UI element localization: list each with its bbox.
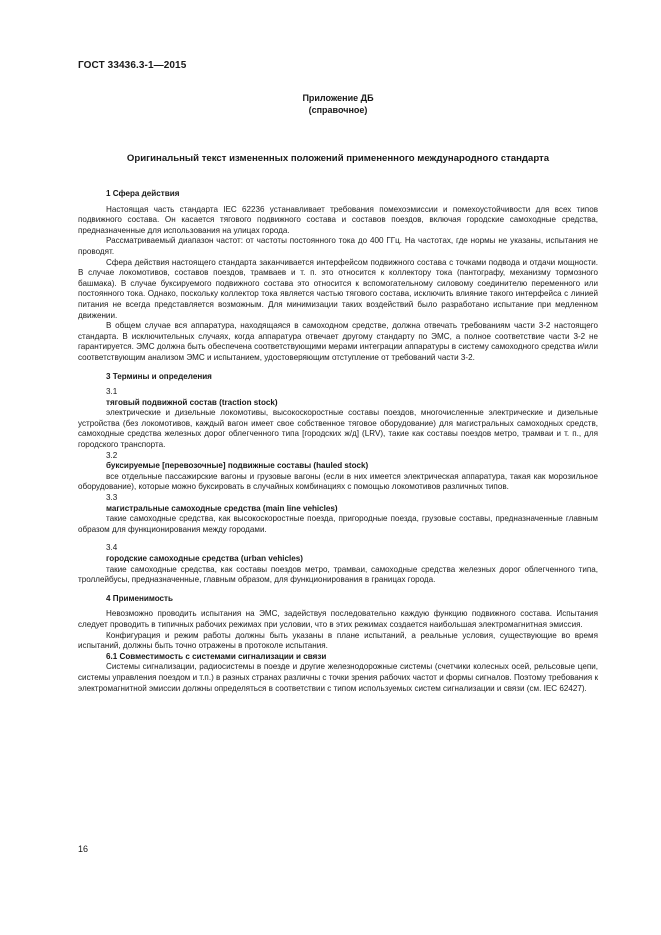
term-number: 3.2 (106, 450, 118, 460)
standard-header: ГОСТ 33436.3-1—2015 (78, 60, 187, 71)
section-heading: 1 Сфера действия (106, 189, 180, 198)
subsection-heading: 6.1 Совместимость с системами сигнализации и связи (106, 651, 327, 661)
term-title: тяговый подвижной состав (traction stock) (106, 397, 278, 407)
term-definition: электрические и дизельные локомотивы, высокоскоростные составы поездов, многочисленные электрические и дизельные устройства (без локомотивов, каждый вагон имеет свое собственное тяговое оборудование) для магистральных самоходных средств, самоходные средства железных дорог облегченного типа [городских ж/д] (LRV), такие как составы поездов метро, трамваи и т. п., для городского транспорта. (78, 408, 598, 450)
paragraph: Невозможно проводить испытания на ЭМС, задействуя последовательно каждую функцию подвижного состава. Испытания следует проводить в типичных рабочих режимах при условии, что в этих режимах создается наибольшая электромагнитная эмиссия. (78, 609, 598, 629)
paragraph: Настоящая часть стандарта IEC 62236 устанавливает требования помехоэмиссии и помехоустойчивости для всех типов подвижного состава. Он касается тягового подвижного состава и составов поездов, включая городские самоходные средства, предназначенные для использования на улицах города. (78, 204, 598, 235)
term-number: 3.4 (106, 543, 118, 553)
paragraph: Рассматриваемый диапазон частот: от частоты постоянного тока до 400 ГГц. На частотах, где нормы не указаны, испытания не проводят. (78, 236, 598, 256)
paragraph: В общем случае вся аппаратура, находящаяся в самоходном средстве, должна отвечать требованиям части 3-2 настоящего стандарта. В исключительных случаях, когда аппаратура отвечает другому стандарту по ЭМС, а полное соответствие части 3-2 не гарантируется. ЭМС должна быть обеспечена соответствующими мерами интеграции аппаратуры в систему самоходного средства и/или соответствующим анализом ЭМС и испытанием, удостоверяющим отступление от требований части 3-2. (78, 321, 598, 362)
term-definition: все отдельные пассажирские вагоны и грузовые вагоны (если в них имеется электрическая аппаратура, такая как морозильное оборудование), которые можно буксировать в случайных комбинациях с помощью локомотивов различных типов. (78, 471, 598, 492)
paragraph: Конфигурация и режим работы должны быть указаны в плане испытаний, а реальные условия, существующие во время испытаний, должны быть точно отражены в протоколе испытания. (78, 630, 598, 651)
term-title: буксируемые [перевозочные] подвижные составы (hauled stock) (106, 461, 369, 471)
page-number: 16 (78, 844, 89, 854)
paragraph: Сфера действия настоящего стандарта заканчивается интерфейсом подвижного состава с точками подвода и отдачи мощности. В случае локомотивов, составов поездов, трамваев и т. п. это относится к коллектору тока (пантографу, механизму тормозного башмака). В случае буксируемого подвижного состава это относится к вспомогательному силовому соединителю переменного или постоянного тока. Однако, поскольку коллектор тока является частью тягового состава, исключить влияние такого интерфейса с линией питания не всегда представляется возможным. Для минимизации таких воздействий было разработано испытание при медленном движении. (78, 257, 598, 320)
term-definition: такие самоходные средства, как высокоскоростные поезда, пригородные поезда, грузовые составы, предназначенные главным образом для функционирования между городами. (78, 514, 598, 534)
document-body (78, 189, 598, 694)
annex-subtitle: (справочное) (308, 105, 368, 115)
term-title: магистральные самоходные средства (main line vehicles) (106, 503, 338, 513)
annex-title: Приложение ДБ (302, 93, 374, 103)
section-heading: 3 Термины и определения (106, 371, 212, 381)
annex-heading (78, 92, 598, 116)
paragraph: Системы сигнализации, радиосистемы в поезде и другие железнодорожные системы (счетчики колесных осей, рельсовые цепи, системы управления поездом и т.п.) в разных странах различны с точки зрения рабочих частот и формы сигналов. Поэтому требования к электромагнитной эмиссии должны определяться в соответствии с типом используемых систем сигнализации и связи (см. IEC 62427). (78, 662, 598, 693)
section-heading: 4 Применимость (106, 593, 173, 603)
term-number: 3.3 (106, 493, 118, 503)
term-number: 3.1 (106, 387, 118, 397)
document-title: Оригинальный текст измененных положений примененного международного стандарта (126, 153, 550, 164)
term-definition: такие самоходные средства, как составы поездов метро, трамваи, самоходные средства железных дорог облегченного типа, троллейбусы, предназначенные, главным образом, для функционирования в границах города. (78, 564, 598, 585)
term-title: городские самоходные средства (urban vehicles) (106, 554, 303, 563)
